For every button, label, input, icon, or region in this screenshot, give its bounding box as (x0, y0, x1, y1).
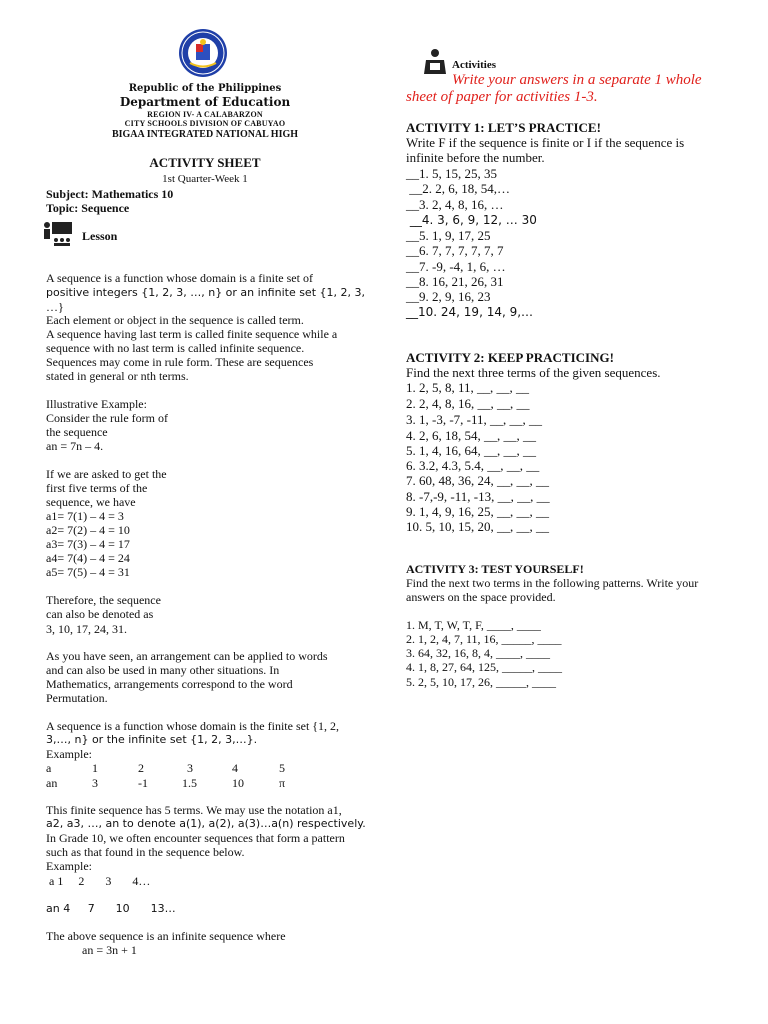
activity2-item: 10. 5, 10, 15, 20, __, __, __ (406, 519, 549, 534)
division-text: CITY SCHOOLS DIVISION OF CABUYAO (124, 119, 286, 128)
lesson-line: Permutation. (46, 691, 108, 705)
activity2-title: ACTIVITY 2: KEEP PRACTICING! (406, 350, 614, 365)
lesson-line: Example: (46, 747, 92, 761)
lesson-line: a3= 7(3) – 4 = 17 (46, 537, 130, 551)
lesson-label: Lesson (82, 229, 118, 243)
lesson-line: If we are asked to get the (46, 467, 167, 481)
table-cell: 10 (232, 776, 244, 790)
activity3-desc: Find the next two terms in the following patterns. Write your (406, 576, 699, 590)
lesson-line: positive integers {1, 2, 3, …, n} or an infinite set {1, 2, 3, (46, 286, 365, 299)
lesson-line: first five terms of the (46, 481, 148, 495)
lesson-line: Consider the rule form of (46, 411, 168, 425)
lesson-icon (42, 220, 76, 248)
activity1-desc: infinite before the number. (406, 150, 545, 165)
activity1-item: __7. -9, -4, 1, 6, … (406, 259, 506, 274)
activity2-item: 1. 2, 5, 8, 11, __, __, __ (406, 380, 530, 395)
activities-instruction: sheet of paper for activities 1-3. (406, 89, 598, 105)
table-cell: a (46, 761, 52, 775)
example2-a: a 1 2 3 4… (46, 874, 151, 888)
table-cell: 1 (92, 761, 98, 775)
department-text: Department of Education (119, 95, 291, 109)
activity2-item: 4. 2, 6, 18, 54, __, __, __ (406, 428, 536, 443)
table-cell: -1 (138, 776, 148, 790)
activity2-item: 8. -7,-9, -11, -13, __, __, __ (406, 489, 550, 504)
activity1-item: __8. 16, 21, 26, 31 (406, 274, 504, 289)
lesson-line: A sequence is a function whose domain is a finite set of (46, 271, 313, 285)
republic-text: Republic of the Philippines (128, 83, 282, 94)
activity2-item: 6. 3.2, 4.3, 5.4, __, __, __ (406, 458, 540, 473)
table-cell: 4 (232, 761, 238, 775)
lesson-line: A sequence is a function whose domain is the finite set {1, 2, (46, 719, 340, 733)
activity2-item: 9. 1, 4, 9, 16, 25, __, __, __ (406, 504, 549, 519)
sheet-title: ACTIVITY SHEET (149, 155, 261, 170)
lesson-line: Illustrative Example: (46, 397, 147, 411)
lesson-line: a2= 7(2) – 4 = 10 (46, 523, 130, 537)
lesson-line: Therefore, the sequence (46, 593, 161, 607)
activity3-item: 3. 64, 32, 16, 8, 4, ____, ____ (406, 646, 550, 660)
activity1-item: __1. 5, 15, 25, 35 (406, 166, 497, 181)
quarter-text: 1st Quarter-Week 1 (162, 173, 248, 185)
lesson-line: a2, a3, …, an to denote a(1), a(2), a(3)…a(n) respectively. (46, 817, 366, 830)
formula-text: an = 3n + 1 (82, 943, 137, 957)
lesson-line: sequence, we have (46, 495, 136, 509)
activity1-item: __4. 3, 6, 9, 12, … 30 (406, 213, 537, 227)
lesson-line: In Grade 10, we often encounter sequences that form a pattern (46, 831, 345, 845)
lesson-line: such as that found in the sequence below. (46, 845, 245, 859)
activity3-title: ACTIVITY 3: TEST YOURSELF! (406, 562, 584, 576)
table-cell: 2 (138, 761, 144, 775)
lesson-line: and can also be used in many other situations. In (46, 663, 280, 677)
school-text: BIGAA INTEGRATED NATIONAL HIGH (111, 129, 299, 140)
activity1-item: __2. 2, 6, 18, 54,… (406, 181, 510, 196)
example2-an: an 4 7 10 13… (46, 902, 176, 915)
lesson-line: an = 7n – 4. (46, 439, 104, 453)
lesson-line: Each element or object in the sequence is called term. (46, 313, 304, 327)
topic-text: Topic: Sequence (46, 201, 130, 215)
lesson-line: stated in general or nth terms. (46, 369, 189, 383)
lesson-line: Example: (46, 859, 92, 873)
lesson-line: a1= 7(1) – 4 = 3 (46, 509, 124, 523)
lesson-line: the sequence (46, 425, 108, 439)
activity1-item: __5. 1, 9, 17, 25 (406, 228, 491, 243)
activity3-item: 2. 1, 2, 4, 7, 11, 16, _____, ____ (406, 632, 562, 646)
activity1-item: __3. 2, 4, 8, 16, … (406, 197, 504, 212)
lesson-line: Sequences may come in rule form. These are sequences (46, 355, 314, 369)
activity3-item: 4. 1, 8, 27, 64, 125, _____, ____ (406, 660, 562, 674)
lesson-line: Mathematics, arrangements correspond to the word (46, 677, 293, 691)
example-table (46, 761, 306, 791)
activity1-item: __10. 24, 19, 14, 9,… (406, 305, 534, 319)
lesson-line: This finite sequence has 5 terms. We may use the notation a1, (46, 803, 342, 817)
activity2-item: 5. 1, 4, 16, 64, __, __, __ (406, 443, 536, 458)
activity1-item: __9. 2, 9, 16, 23 (406, 289, 491, 304)
lesson-line: As you have seen, an arrangement can be applied to words (46, 649, 328, 663)
table-cell: π (279, 776, 286, 790)
activities-icon (422, 48, 448, 76)
activities-label: Activities (452, 59, 496, 71)
table-cell: 3 (187, 761, 193, 775)
activity1-desc: Write F if the sequence is finite or I if the sequence is (406, 135, 685, 150)
lesson-line: 3,…, n} or the infinite set {1, 2, 3,…}. (46, 733, 258, 746)
region-text: REGION IV- A CALABARZON (147, 110, 263, 119)
lesson-line: 3, 10, 17, 24, 31. (46, 622, 127, 636)
lesson-line: sequence with no last term is called infinite sequence. (46, 341, 305, 355)
activity3-item: 5. 2, 5, 10, 17, 26, _____, ____ (406, 675, 556, 689)
activity2-item: 2. 2, 4, 8, 16, __, __, __ (406, 396, 530, 411)
lesson-line: a5= 7(5) – 4 = 31 (46, 565, 130, 579)
lesson-line: can also be denoted as (46, 607, 154, 621)
deped-seal (178, 28, 228, 78)
activity2-item: 7. 60, 48, 36, 24, __, __, __ (406, 473, 549, 488)
activities-instruction: Write your answers in a separate 1 whole (452, 72, 702, 88)
table-cell: 3 (92, 776, 98, 790)
table-cell: an (46, 776, 58, 790)
activity1-title: ACTIVITY 1: LET’S PRACTICE! (406, 120, 601, 135)
lesson-line: a4= 7(4) – 4 = 24 (46, 551, 130, 565)
subject-text: Subject: Mathematics 10 (46, 187, 174, 201)
table-cell: 5 (279, 761, 285, 775)
table-cell: 1.5 (182, 776, 197, 790)
activity3-desc: answers on the space provided. (406, 590, 556, 604)
activity3-item: 1. M, T, W, T, F, ____, ____ (406, 618, 541, 632)
lesson-line: The above sequence is an infinite sequence where (46, 929, 286, 943)
activity1-item: __6. 7, 7, 7, 7, 7, 7 (406, 243, 504, 258)
lesson-line: A sequence having last term is called finite sequence while a (46, 327, 338, 341)
activity2-item: 3. 1, -3, -7, -11, __, __, __ (406, 412, 543, 427)
lesson-line: …} (46, 300, 64, 314)
activity2-desc: Find the next three terms of the given sequences. (406, 365, 661, 380)
